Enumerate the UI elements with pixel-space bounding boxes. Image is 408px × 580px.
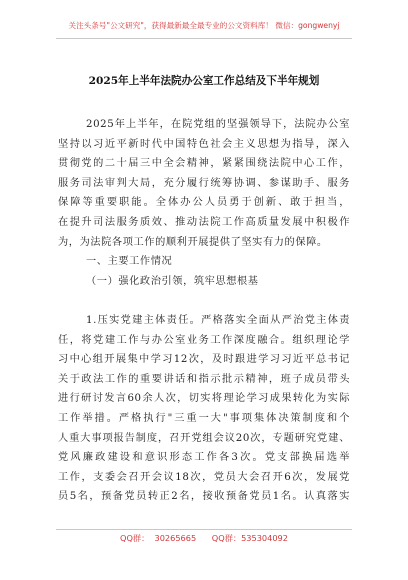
paragraph-line: 为，为法院各项工作的顺利开展提供了坚实有力的保障。 [58, 236, 328, 248]
paragraph-line: 服务司法审判大局，充分履行统筹协调、参谋助手、服务 [58, 177, 350, 189]
document-title: 2025年上半年法院办公室工作总结及下半年规划 [88, 75, 320, 87]
paragraph-line: 任，将党建工作与办公室业务工作深度融合。组织理论学 [58, 334, 350, 346]
header-divider [56, 38, 352, 39]
paragraph-line: 坚持以习近平新时代中国特色社会主义思想为指导，深入 [58, 138, 350, 150]
paragraph-line: 保障等重要职能。全体办公人员勇于创新、敢于担当， [58, 197, 350, 209]
paragraph-line: 1.压实党建主体责任。严格落实全面从严治党主体责 [86, 315, 350, 326]
paragraph-line: 贯彻党的二十届三中全会精神，紧紧围绕法院中心工作， [58, 158, 350, 170]
paragraph-line: 在提升司法服务质效、推动法院工作高质量发展中积极作 [58, 216, 350, 228]
subsection-heading: （一）强化政治引领，筑牢思想根基 [86, 275, 259, 287]
footer-divider [56, 529, 352, 530]
section-heading: 一、主要工作情况 [86, 256, 173, 267]
paragraph-line: 人重大事项报告制度，召开党组会议20次，专题研究党建、 [58, 432, 350, 444]
paragraph-line: 员5名，预备党员转正2名，接收预备党员1名。认真落实 [58, 491, 350, 503]
header-banner: 关注头条号"公文研究"，获得最新最全最专业的公文资料库！ 微信：gongwenyj [68, 21, 340, 30]
section-headings [58, 252, 350, 291]
paragraph-line: 关于政法工作的重要讲话和指示批示精神，班子成员带头 [58, 373, 350, 385]
paragraph-line: 习中心组开展集中学习12次，及时跟进学习习近平总书记 [58, 354, 350, 366]
footer-contact: QQ群： 30265665 QQ群：535304092 [120, 533, 288, 543]
paragraph-line: 党风廉政建设和意识形态工作各3次。党支部换届选举 [58, 452, 350, 464]
intro-paragraph [58, 115, 350, 252]
paragraph-line: 工作举措。严格执行"三重一大"事项集体决策制度和个 [58, 412, 350, 424]
paragraph-line: 进行研讨发言60余人次，切实将理论学习成果转化为实际 [58, 393, 350, 405]
paragraph-line: 2025年上半年，在院党组的坚强领导下，法院办公室 [86, 119, 350, 130]
item-paragraph [58, 311, 350, 507]
paragraph-line: 工作，支委会召开会议18次，党员大会召开6次，发展党 [58, 471, 350, 483]
